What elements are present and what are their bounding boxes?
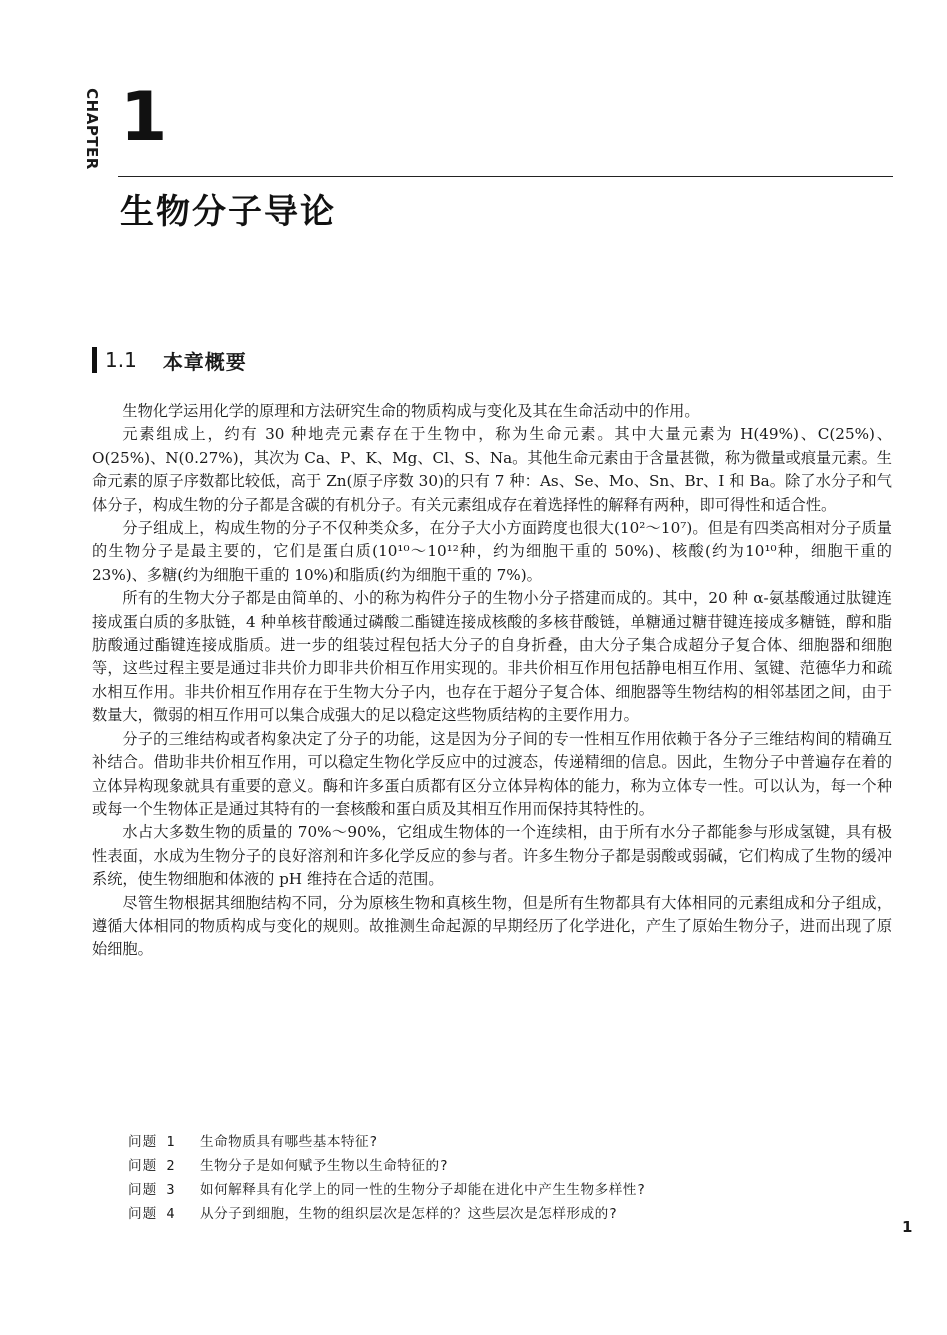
body-text [92, 400, 892, 962]
section-marker-bar [92, 347, 97, 373]
question-label: 问题 4 [128, 1206, 176, 1222]
paragraph: 分子的三维结构或者构象决定了分子的功能，这是因为分子间的专一性相互作用依赖于各分子三维结构间的精确互补结合。借助非共价相互作用，可以稳定生物化学反应中的过渡态，传递精细的信息。因此，生物分子中普遍存在着的立体异构现象就具有重要的意义。酶和许多蛋白质都有区分立体异构体的能力，称为立体专一性。可以认为，每一个种或每一个生物体正是通过其特有的一套核酸和蛋白质及其相互作用而保持其特性的。 [92, 729, 892, 818]
question-label: 问题 1 [128, 1134, 176, 1150]
question-item [128, 1154, 898, 1178]
question-item [128, 1178, 898, 1202]
chapter-side-label [80, 86, 104, 172]
question-list [128, 1130, 898, 1226]
paragraph: 元素组成上，约有 30 种地壳元素存在于生物中，称为生命元素。其中大量元素为 H(49%)、C(25%)、O(25%)、N(0.27%)，其次为 Ca、P、K、Mg、Cl、S、Na。其他生命元素由于含量甚微，称为微量或痕量元素。生命元素的原子序数都比较低，高于 Zn(原子序数 30)的只有 7 种：As、Se、Mo、Sn、Br、I 和 Ba。除了水分子和气体分子，构成生物的分子都是含碳的有机分子。有关元素组成存在着选择性的解释有两种，即可得性和适合性。 [92, 425, 892, 514]
question-label: 问题 3 [128, 1182, 176, 1198]
title-divider [118, 176, 893, 177]
section-number: 1.1 [105, 348, 137, 372]
page-number: 1 [902, 1218, 913, 1236]
question-text: 从分子到细胞，生物的组织层次是怎样的？这些层次是怎样形成的? [200, 1206, 618, 1222]
question-item [128, 1130, 898, 1154]
paragraph: 分子组成上，构成生物的分子不仅种类众多，在分子大小方面跨度也很大(10²～10⁷)。但是有四类高相对分子质量的生物分子是最主要的，它们是蛋白质(10¹⁰～10¹²种，约为细胞干重的 50%)、核酸(约为10¹⁰种，细胞干重的 23%)、多糖(约为细胞干重的 10%)和脂质(约为细胞干重的 7%)。 [92, 519, 892, 584]
section-heading [92, 346, 247, 374]
question-label: 问题 2 [128, 1158, 176, 1174]
paragraph: 所有的生物大分子都是由简单的、小的称为构件分子的生物小分子搭建而成的。其中，20 种 α-氨基酸通过肽键连接成蛋白质的多肽链，4 种单核苷酸通过磷酸二酯键连接成核酸的多核苷酸链，单糖通过糖苷键连接成多糖链，醇和脂肪酸通过酯键连接成脂质。进一步的组装过程包括大分子的自身折叠，由大分子集合成超分子复合体、细胞器和细胞等，这些过程主要是通过非共价力即非共价相互作用实现的。非共价相互作用包括静电相互作用、氢键、范德华力和疏水相互作用。非共价相互作用存在于生物大分子内，也存在于超分子复合体、细胞器等生物结构的相邻基团之间，由于数量大，微弱的相互作用可以集合成强大的足以稳定这些物质结构的主要作用力。 [92, 589, 892, 725]
question-text: 生命物质具有哪些基本特征? [200, 1134, 378, 1150]
chapter-side-text: CHAPTER [83, 88, 102, 170]
question-text: 生物分子是如何赋予生物以生命特征的? [200, 1158, 449, 1174]
paragraph: 生物化学运用化学的原理和方法研究生命的物质构成与变化及其在生命活动中的作用。 [122, 402, 700, 420]
chapter-number: 1 [120, 78, 168, 157]
paragraph: 水占大多数生物的质量的 70%～90%，它组成生物体的一个连续相，由于所有水分子都能参与形成氢键，具有极性表面，水成为生物分子的良好溶剂和许多化学反应的参与者。许多生物分子都是弱酸或弱碱，它们构成了生物的缓冲系统，使生物细胞和体液的 pH 维持在合适的范围。 [92, 823, 892, 889]
section-title: 本章概要 [162, 349, 247, 374]
paragraph: 尽管生物根据其细胞结构不同，分为原核生物和真核生物，但是所有生物都具有大体相同的元素组成和分子组成，遵循大体相同的物质构成与变化的规则。故推测生命起源的早期经历了化学进化，产生了原始生物分子，进而出现了原始细胞。 [92, 893, 892, 959]
question-item [128, 1202, 898, 1226]
question-text: 如何解释具有化学上的同一性的生物分子却能在进化中产生生物多样性? [200, 1182, 646, 1198]
chapter-title: 生物分子导论 [120, 192, 336, 232]
